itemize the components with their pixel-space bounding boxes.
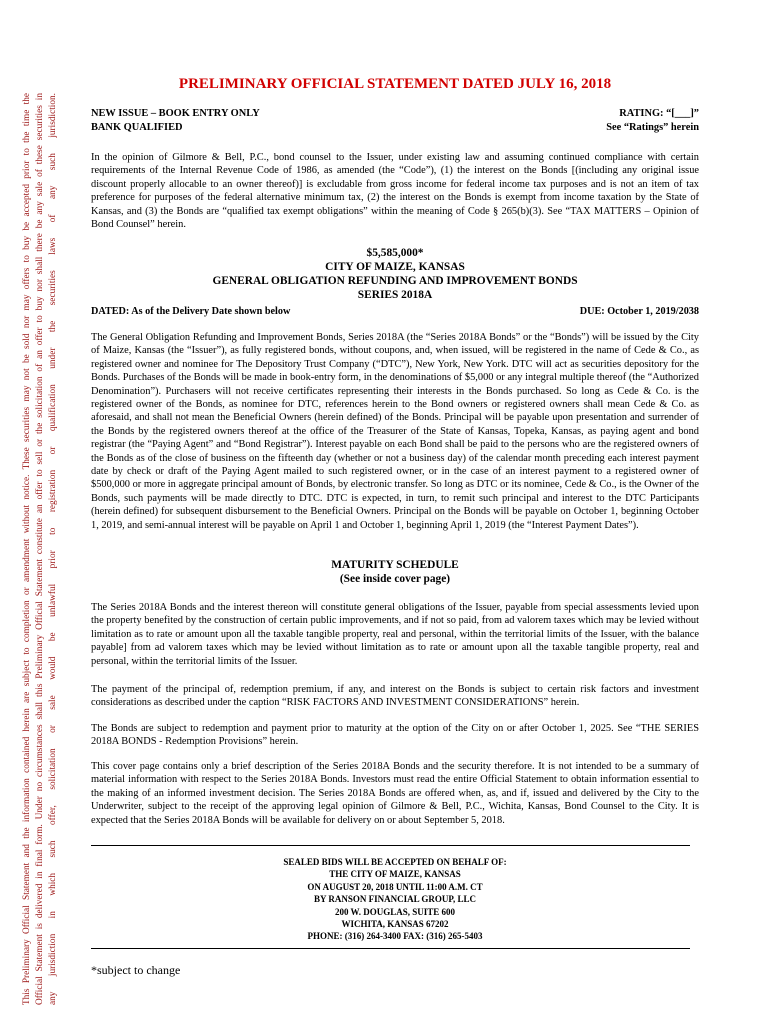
bids-line: ON AUGUST 20, 2018 UNTIL 11:00 A.M. CT: [307, 881, 483, 892]
divider-top: [91, 845, 690, 846]
due-line: DUE: October 1, 2019/2038: [579, 306, 699, 317]
cover-disclaimer-paragraph: This cover page contains only a brief description of the Series 2018A Bonds and the security therefore. It is not intended to be a summary of material information with respect to the Series 2018A Bonds. Investors must read the entire Official Statement to obtain information essential to the making of an informed investment decision. The Series 2018A Bonds are offered when, as, and if, issued and delivered by the City to the Underwriter, subject to the receipt of the approving legal opinion of Gilmore & Bell, P.C., Wichita, Kansas, Bond Counsel to the City. It is expected that the Series 2018A Bonds will be available for delivery on or about September 5, 2018.: [91, 761, 699, 826]
bids-line: THE CITY OF MAIZE, KANSAS: [329, 869, 461, 880]
bids-line: 200 W. DOUGLAS, SUITE 600: [334, 906, 456, 917]
rating: RATING: “[___]”: [619, 108, 699, 119]
maturity-schedule-block: [91, 558, 699, 586]
bond-name: GENERAL OBLIGATION REFUNDING AND IMPROVEMENT BONDS: [212, 275, 578, 287]
issue-type: NEW ISSUE – BOOK ENTRY ONLY: [91, 108, 260, 119]
bond-amount: $5,585,000*: [366, 247, 424, 259]
disclaimer-line: any jurisdiction in which such offer, solicitation or sale would be unlawful prior to registration or qualification under the securities laws of any such jurisdiction.: [48, 93, 58, 1005]
divider-bottom: [91, 948, 690, 949]
dated-line: DATED: As of the Delivery Date shown below: [91, 306, 291, 317]
rating-reference: See “Ratings” herein: [606, 122, 699, 133]
legend-disclaimer-sidebar: [21, 93, 61, 1005]
bids-line: WICHITA, KANSAS 67202: [341, 919, 449, 930]
disclaimer-line: This Preliminary Official Statement and the information contained herein are subject to completion or amendment without notice. These securities may not be sold nor may offers to buy be accepted prior to the time the: [22, 93, 32, 1005]
maturity-subheading: (See inside cover page): [339, 573, 451, 585]
bids-line: BY RANSON FINANCIAL GROUP, LLC: [313, 894, 477, 905]
rating-info: [606, 107, 699, 135]
redemption-paragraph: The Bonds are subject to redemption and payment prior to maturity at the option of the City on or after October 1, 2025. See “THE SERIES 2018A BONDS - Redemption Provisions” herein.: [91, 723, 699, 748]
disclaimer-line: Official Statement is delivered in final form. Under no circumstances shall this Preliminary Official Statement constitute an offer to sell or the solicitation of an offer to buy nor shall there be any sale of these securities in: [35, 93, 45, 1005]
bond-series: SERIES 2018A: [357, 289, 433, 301]
issuer-name: CITY OF MAIZE, KANSAS: [325, 261, 465, 273]
obligation-paragraph: The Series 2018A Bonds and the interest thereon will constitute general obligations of the Issuer, payable from special assessments levied upon the property benefited by the construction of certain public improvements, and if not so paid, from ad valorem taxes which may be levied without limitation as to rate or amount upon all the taxable tangible property, real and personal, within the territorial limits of the Issuer, with the balance payable] from ad valorem taxes which may be levied without limitation as to rate or amount upon all the taxable tangible property, real and personal, within the territorial limits of the Issuer.: [91, 602, 699, 667]
bond-description-paragraph: The General Obligation Refunding and Improvement Bonds, Series 2018A (the “Series 2018A Bonds” or the “Bonds”) will be issued by the City of Maize, Kansas (the “Issuer”), as fully registered bonds, without coupons, and, when issued, will be registered in the name of Cede & Co., as registered owner and nominee for The Depository Trust Company (“DTC”), New York, New York. DTC will act as securities depository for the Bonds. Purchases of the Bonds will be made in book-entry form, in the denominations of $5,000 or any integral multiple thereof (the “Authorized Denomination”). Purchasers will not receive certificates representing their interests in the Bonds purchased. So long as Cede & Co. is the registered owner of the Bonds, as nominee for DTC, references herein to the Bond owners or registered owners shall mean Cede & Co. as aforesaid, and shall not mean the Beneficial Owners (herein defined) of the Bonds. Principal will be payable upon presentation and surrender of the Bonds by the registered owners thereof at the office of the Treasurer of the State of Kansas, Topeka, Kansas, as paying agent and bond registrar (the “Paying Agent” and “Bond Registrar”). Interest payable on each Bond shall be paid to the persons who are the registered owners of the Bonds as of the close of business on the fifteenth day (whether or not a business day) of the calendar month preceding each interest payment date by check or draft of the Paying Agent mailed to such registered owner, or in the case of an interest payment to a registered owner of $500,000 or more in aggregate principal amount of Bonds, by electronic transfer. So long as DTC or its nominee, Cede & Co., is the Owner of the Bonds, such payments will be made directly to DTC. DTC is expected, in turn, to remit such principal and interest to the DTC Participants (herein defined) for subsequent disbursement to the Beneficial Owners. Principal on the Bonds will be payable on October 1, beginning October 1, 2019, and semi-annual interest will be payable on April 1 and October 1, beginning April 1, 2019 (the “Interest Payment Dates”).: [91, 332, 699, 531]
bond-title-block: [91, 246, 699, 302]
risk-paragraph: The payment of the principal of, redemption premium, if any, and interest on the Bonds is subject to certain risk factors and investment considerations as described under the caption “RISK FACTORS AND INVESTMENT CONSIDERATIONS” herein.: [91, 684, 699, 709]
bank-qualified: BANK QUALIFIED: [91, 122, 183, 133]
document-title: PRELIMINARY OFFICIAL STATEMENT DATED JULY 16, 2018: [178, 76, 612, 92]
bids-line: SEALED BIDS WILL BE ACCEPTED ON BEHALF OF:: [283, 857, 507, 867]
bids-line: PHONE: (316) 264-3400 FAX: (316) 265-5403: [307, 931, 483, 942]
maturity-heading: MATURITY SCHEDULE: [331, 559, 459, 571]
sealed-bids-block: [91, 856, 699, 943]
footnote: *subject to change: [91, 963, 181, 977]
issue-info: [91, 107, 260, 135]
tax-opinion-paragraph: In the opinion of Gilmore & Bell, P.C., bond counsel to the Issuer, under existing law and assuming continued compliance with certain requirements of the Internal Revenue Code of 1986, as amended (the “Code”), (1) the interest on the Bonds [(including any original issue discount properly allocable to an owner thereof)] is excludable from gross income for federal income tax purposes and is not an item of tax preference for purposes of the federal alternative minimum tax, (2) the interest on the Bonds is exempt from income taxation by the State of Kansas, and (3) the Bonds are “qualified tax exempt obligations” within the meaning of Code § 265(b)(3). See “TAX MATTERS – Opinion of Bond Counsel” herein.: [91, 152, 699, 231]
